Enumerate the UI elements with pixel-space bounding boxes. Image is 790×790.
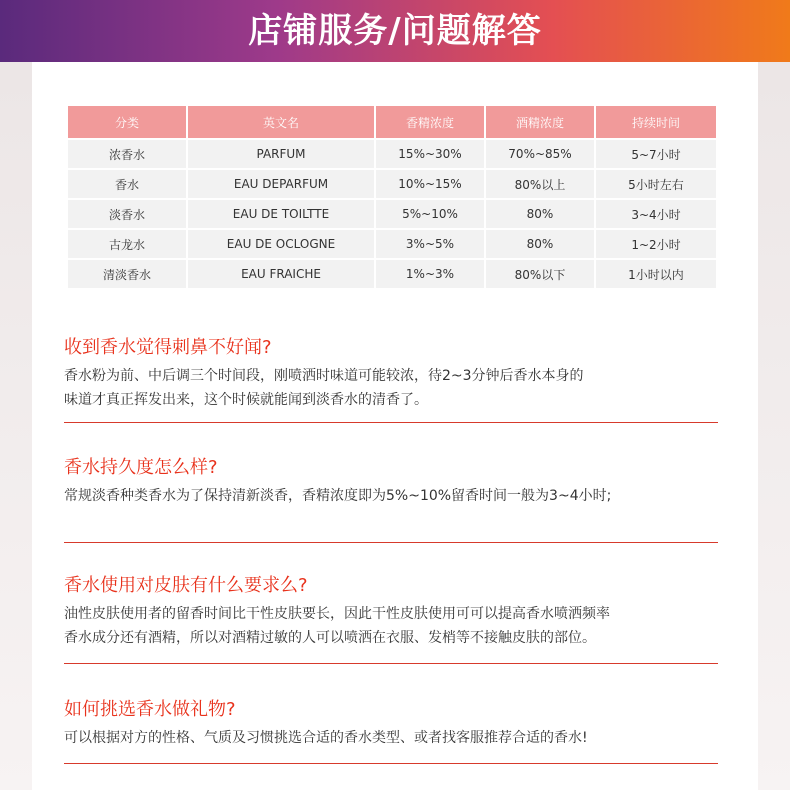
table-row (68, 230, 716, 258)
side-background-right (758, 62, 790, 790)
answer-line: 可以根据对方的性格、气质及习惯挑选合适的香水类型、或者找客服推荐合适的香水! (64, 730, 588, 746)
answer-line: 油性皮肤使用者的留香时间比干性皮肤要长，因此干性皮肤使用可可以提高香水喷洒频率 (64, 606, 610, 622)
column-header: 英文名 (188, 106, 374, 138)
table-cell: 80% (486, 200, 594, 228)
faq-item-gift-selection (64, 698, 718, 750)
table-cell: 80%以上 (486, 170, 594, 198)
table-cell: 1%~3% (376, 260, 484, 288)
faq-answer (64, 484, 718, 508)
answer-line: 香水成分还有酒精，所以对酒精过敏的人可以喷洒在衣服、发梢等不接触皮肤的部位。 (64, 630, 596, 646)
table-cell: 70%~85% (486, 140, 594, 168)
section-divider (64, 422, 718, 423)
table-cell: 淡香水 (68, 200, 186, 228)
table-cell: EAU FRAICHE (188, 260, 374, 288)
answer-line: 味道才真正挥发出来，这个时候就能闻到淡香水的清香了。 (64, 392, 428, 408)
table-cell: 5%~10% (376, 200, 484, 228)
faq-item-longevity (64, 456, 718, 508)
table-cell: EAU DE OCLOGNE (188, 230, 374, 258)
table-cell: PARFUM (188, 140, 374, 168)
faq-question: 香水使用对皮肤有什么要求么? (64, 575, 308, 596)
side-background-left (0, 62, 32, 790)
table-cell: 古龙水 (68, 230, 186, 258)
table-cell: 10%~15% (376, 170, 484, 198)
table-cell: 浓香水 (68, 140, 186, 168)
table-cell: 3%~5% (376, 230, 484, 258)
faq-question: 如何挑选香水做礼物? (64, 699, 236, 720)
table-cell: 80% (486, 230, 594, 258)
page-title: 店铺服务/问题解答 (248, 11, 542, 51)
table-cell: 香水 (68, 170, 186, 198)
table-cell: 3~4小时 (596, 200, 716, 228)
column-header: 酒精浓度 (486, 106, 594, 138)
column-header: 持续时间 (596, 106, 716, 138)
table-cell: 15%~30% (376, 140, 484, 168)
table-row (68, 200, 716, 228)
table-header-row (68, 106, 716, 138)
faq-question: 香水持久度怎么样? (64, 457, 218, 478)
answer-line: 香水粉为前、中后调三个时间段，刚喷洒时味道可能较浓，待2~3分钟后香水本身的 (64, 368, 584, 384)
table-cell: EAU DEPARFUM (188, 170, 374, 198)
faq-answer (64, 726, 718, 750)
table-cell: 清淡香水 (68, 260, 186, 288)
table-row (68, 260, 716, 288)
table-cell: EAU DE TOILTTE (188, 200, 374, 228)
answer-line: 常规淡香种类香水为了保持清新淡香，香精浓度即为5%~10%留香时间一般为3~4小时; (64, 488, 612, 504)
column-header: 分类 (68, 106, 186, 138)
table-row (68, 170, 716, 198)
faq-answer (64, 364, 718, 412)
column-header: 香精浓度 (376, 106, 484, 138)
table-cell: 5小时左右 (596, 170, 716, 198)
section-divider (64, 663, 718, 664)
concentration-table (66, 104, 718, 290)
table-cell: 1小时以内 (596, 260, 716, 288)
section-divider (64, 763, 718, 764)
section-divider (64, 542, 718, 543)
faq-answer (64, 602, 718, 650)
table-row (68, 140, 716, 168)
faq-item-skin-requirements (64, 574, 718, 650)
table-cell: 5~7小时 (596, 140, 716, 168)
faq-item-irritating-smell (64, 336, 718, 412)
table-cell: 1~2小时 (596, 230, 716, 258)
faq-question: 收到香水觉得刺鼻不好闻? (64, 337, 272, 358)
table-cell: 80%以下 (486, 260, 594, 288)
